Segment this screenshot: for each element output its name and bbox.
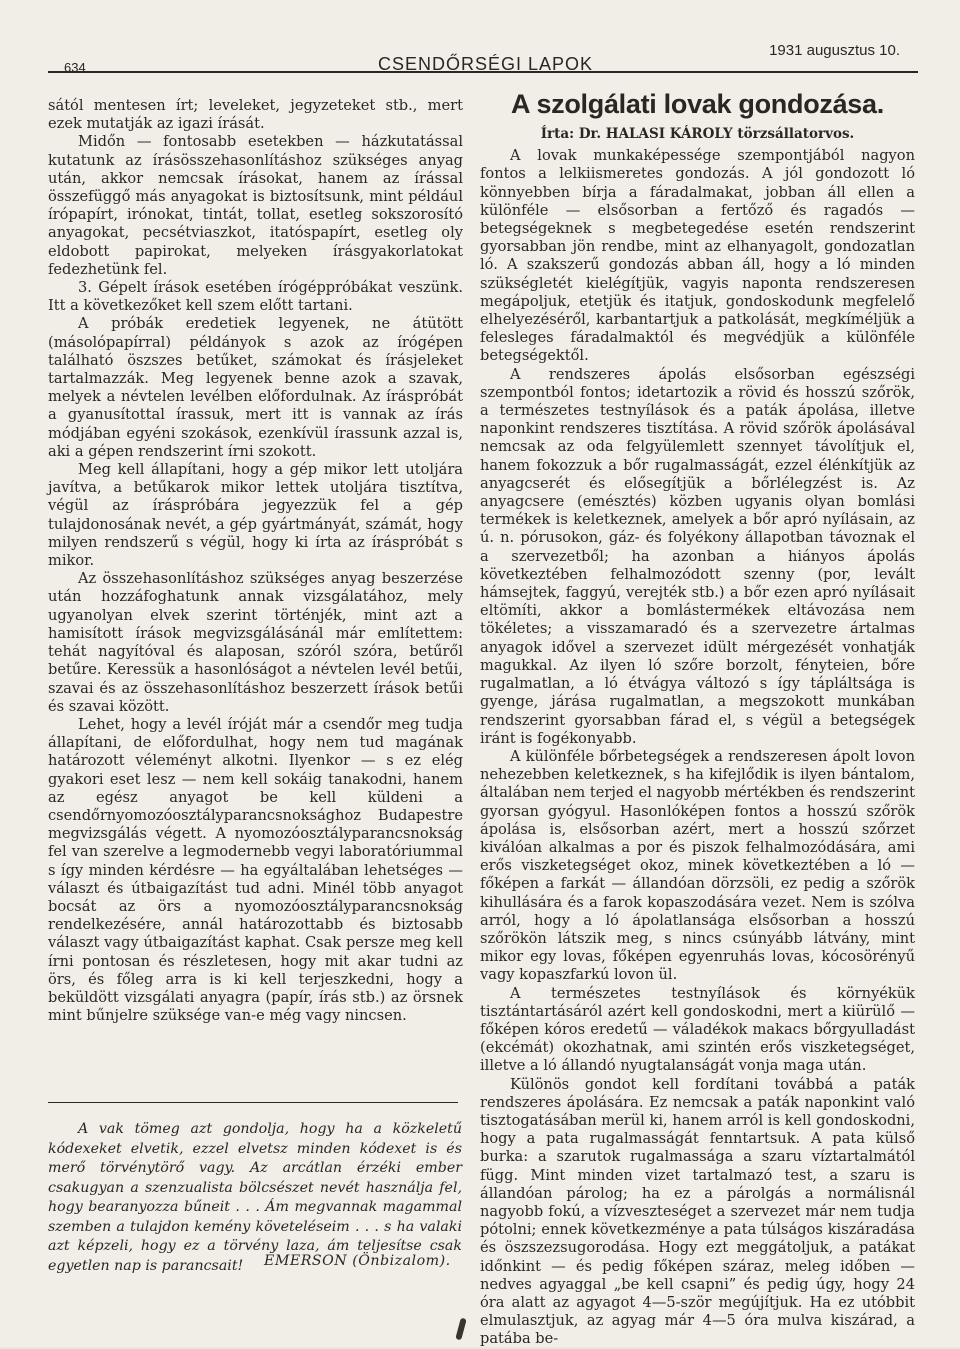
paragraph: A próbák eredetiek legyenek, ne átütött (másolópapírral) példányok s azok az írógépen található öszszes betűket, számokat és írásjeleket tartalmazzák. Meg legyenek benne azok a szavak, melyek a névtelen levélben előfordulnak. Az íráspróbát a gyanusítottal írassuk, mert itt is vannak az írás módjában egyéni szokások, ezenkívül írassunk azzal is, aki a gépen rendszerint írni szokott. [48, 315, 463, 460]
paragraph: A rendszeres ápolás elsősorban egészségi szempontból fontos; idetartozik a rövid és hosszú szőrök, a természetes testnyílások és a paták ápolása, illetve naponkint rendszeres tisztítása. A rövid szőrök ápolásával nemcsak az oda felgyülemlett szennyet távolítjuk el, hanem fokozzuk a bőr rugalmasságát, ezzel élénkítjük az anyagcserét és elősegítjük a bőrlélegzést is. Az anyagcsere (emésztés) közben ugyanis olyan bomlási termékek is keletkeznek, amelyek a bőr apró nyílásain, az ú. n. pórusokon, gáz- és folyékony állapotban távoznak el a szervezetből; ha azonban a hiányos ápolás következtében felhalmozódott szenny (por, levált hámsejtek, faggyú, verejték stb.) a bőr ezen apró nyílásait eltömíti, akkor a bomlástermékek eltávozása nem tökéletes; a visszamaradó és a szervezetre ártalmas anyagok idővel a szervezet idült mérgezését vonhatják magukkal. Az ilyen ló szőre borzolt, fényteien, bőre rugalmatlan, a ló étvágya változó s így tápláltsága is gyenge, járása rugalmatlan, a megszokott munkában rendszerint gyorsabban fárad el, s végül a betegségek iránt is fogékonyabb. [480, 365, 915, 747]
right-column [480, 87, 915, 1349]
quote-text: A vak tömeg azt gondolja, hogy ha a közkeletű kódexeket elvetik, ezzel elvetsz minden kódexet is és merő törvénytörő vagy. Az arcátlan érzéki ember csakugyan a szenzualista bölcsészet nevét használja fel, hogy bearanyozza bűneit . . . Ám megvannak magammal szemben a tulajdon kemény követeléseim . . . s ha valaki azt képzeli, hogy ez a törvény laza, ám teljesítse csak egyetlen nap is parancsait! [48, 1121, 462, 1274]
paragraph: Midőn — fontosabb esetekben — házkutatással kutatunk az írásösszehasonlításhoz szükséges anyag után, akkor nemcsak írásokat, hanem az írással összefüggő más anyagokat is biztosítsunk, mint például írópapírt, irónokat, tintát, tollat, esetleg sokszorosító anyagokat, pecsétviaszkot, itatóspapírt, esetleg oly eldobott papirokat, melyeken írásgyakorlatokat fedezhetünk fel. [48, 133, 463, 278]
pencil-mark [455, 1318, 466, 1341]
page-header [48, 40, 918, 74]
page-number: 634 [64, 60, 86, 75]
paragraph: Az összehasonlításhoz szükséges anyag beszerzése után hozzáfoghatunk annak vizsgálatához, mely ugyanolyan elvek szerint történjék, mint azt a hamisított írások megvizsgálásánál már említettem: tehát nagyítóval és alaposan, szóról szóra, betűről betűre. Keressük a hasonlóságot a névtelen levél betűi, szavai és az összehasonlításhoz beszerzett írások betűi és szavai között. [48, 570, 463, 715]
paragraph: Különös gondot kell fordítani továbbá a paták rendszeres ápolására. Ez nemcsak a paták naponkint való tisztogatásában merül ki, hanem arról is kell gondoskodni, hogy a pata rugalmasságát fenntartsuk. A pata külső burka: a szarutok rugalmassága a szaru víztartalmától függ. Mint minden vizet tartalmazó test, a szaru is állandóan párolog; ha ez a párolgás a normálisnál nagyobb fokú, a vízveszteséget a szervezet már nem tudja pótolni; ennek következménye a pata túlságos kiszáradása és öszszezsugorodása. Hogy ezt meggátoljuk, a patákat időnkint — és pedig főképen száraz, meleg időben — nedves agyaggal „be kell csapni” és pedig úgy, hogy 24 óra alatt az agyagot 4—5-ször megújítjuk. Ha ez utóbbit elmulasztjuk, az agyag már 4—5 óra mulva kiszárad, a patába be- [480, 1075, 915, 1348]
article-title: A szolgálati lovak gondozása. [511, 89, 884, 119]
header-rule [48, 71, 918, 73]
paragraph: 3. Gépelt írások esetében írógéppróbákat veszünk. Itt a következőket kell szem előtt tartani. [48, 279, 463, 315]
paragraph: Meg kell állapítani, hogy a gép mikor lett utoljára javítva, a betűkarok mikor lettek utoljára tisztítva, végül az íráspróbára jegyezzük fel a gép tulajdonosának nevét, a gép gyártmányát, számát, hogy milyen rendszerű s végül, hogy ki írta az íráspróbát s mikor. [48, 461, 463, 570]
journal-title: CSENDŐRSÉGI LAPOK [378, 54, 594, 74]
quote-author: EMERSON (Önbizalom). [264, 1253, 451, 1269]
left-column [48, 97, 463, 1025]
article-byline: Írta: Dr. HALASI KÁROLY törzsállatorvos. [540, 126, 855, 142]
paragraph: sától mentesen írt; leveleket, jegyzeteket stb., mert ezek mutatják az igazi írását. [48, 97, 463, 133]
quote-separator [48, 1102, 458, 1103]
paragraph: A lovak munkaképessége szempontjából nagyon fontos a lelkiismeretes gondozás. A jól gondozott ló könnyebben bírja a fáradalmakat, jobban áll ellen a különféle — elsősorban a fertőző és ragadós — betegségeknek s megbetegedése esetén rendszerint gyorsabban jön rendbe, mint az elhanyagolt, gondozatlan ló. A szakszerű gondozás abban áll, hogy a ló minden szükségletét kielégítjük, vagyis naponta rendszeresen megápoljuk, etetjük és itatjuk, gondoskodunk megfelelő elhelyezéséről, karbantartjuk a patkolását, megkíméljük a felesleges fáradalmaktól és megvédjük a különféle betegségektől. [480, 147, 915, 365]
paragraph: A természetes testnyílások és környékük tisztántartásáról azért kell gondoskodni, mert a kiürülő — főképen kóros eredetű — váladékok makacs bőrgyulladást (ekcémát) okozhatnak, ami szintén erős viszketegséget, illetve a ló állandó nyugtalanságát vonja maga után. [480, 984, 915, 1075]
paragraph: A különféle bőrbetegségek a rendszeresen ápolt lovon nehezebben keletkeznek, s ha kifejlődik is ilyen bántalom, általában nem terjed el nagyobb mértékben és rendszerint gyorsan gyógyul. Hasonlóképen fontos a hosszú szőrök ápolása is, elsősorban azért, mert a hosszú szőrzet kiválóan alkalmas a por és piszok felhalmozódására, ami erős viszketegséget okoz, minek következtében a ló — főképen a farkát — állandóan dörzsöli, ez pedig a szőrök kihullására és a farok kopaszodására vezet. Nem is szólva arról, hogy a ló ápolatlansága elsősorban a hosszú szőrökön látszik meg, s nincs csúnyább látvány, mint mikor egy lovas, főképen egyenruhás lovas, kócosörényű vagy kopaszfarkú lovon ül. [480, 747, 915, 984]
issue-date: 1931 augusztus 10. [769, 42, 900, 59]
paragraph: Lehet, hogy a levél íróját már a csendőr meg tudja állapítani, de előfordulhat, hogy nem tud magának határozott véleményt alkotni. Ilyenkor — s ez elég gyakori eset lesz — nem kell sokáig tanakodni, hanem az egész anyagot be kell küldeni a csendőrnyomozóosztályparancsnoksághoz Budapestre megvizsgálás végett. A nyomozóosztályparancsnokság fel van szerelve a legmodernebb vegyi laboratóriummal s így minden kérdésre — ha egyáltalában lehetséges — választ és útbaigazítást tud adni. Minél több anyagot bocsát az örs a nyomozóosztályparancsnokság rendelkezésére, annál határozottabb és biztosabb választ vagy útbaigazítást kaphat. Csak persze meg kell írni pontosan és részletesen, hogy mit akar tudni az örs, és főleg arra is ki kell terjeszkedni, hogy a beküldött vizsgálati anyagra (papír, írás stb.) az örsnek mint bűnjelre szüksége van-e még vagy nincsen. [48, 715, 463, 1025]
